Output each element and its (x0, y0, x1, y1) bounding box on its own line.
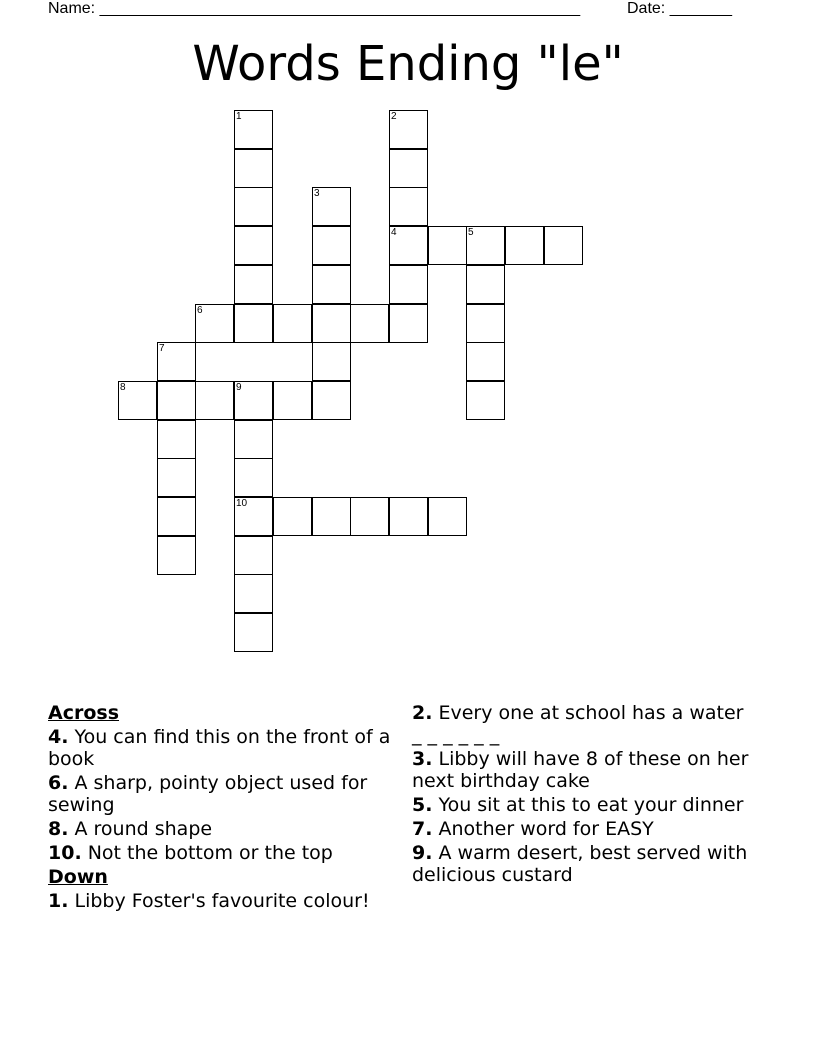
clue-text: You sit at this to eat your dinner (432, 794, 744, 816)
clue-text: A sharp, pointy object used for sewing (48, 772, 368, 816)
clue-number: 7 (159, 343, 165, 354)
clue-number: 8 (120, 382, 126, 393)
clue-number: 2. (412, 702, 433, 724)
clue-number: 10 (236, 498, 248, 509)
clue-number: 10. (48, 842, 82, 864)
grid-cell[interactable] (234, 420, 273, 459)
clue-number: 9 (236, 382, 242, 393)
grid-cell[interactable] (234, 536, 273, 575)
clues-left-column (48, 702, 393, 914)
clue-text: Another word for EASY (432, 818, 654, 840)
grid-cell[interactable] (389, 187, 428, 226)
grid-cell[interactable] (389, 304, 428, 343)
clue-item (412, 748, 757, 792)
grid-cell[interactable] (234, 110, 273, 149)
grid-cell[interactable] (234, 497, 273, 536)
grid-cell[interactable] (389, 149, 428, 188)
clue-number: 9. (412, 842, 433, 864)
clue-item (48, 818, 393, 840)
clue-number: 1 (236, 111, 242, 122)
clue-number: 6 (197, 305, 203, 316)
grid-cell[interactable] (312, 342, 351, 381)
clue-item (412, 702, 757, 746)
grid-cell[interactable] (505, 226, 544, 265)
clue-item (412, 818, 757, 840)
grid-cell[interactable] (466, 226, 505, 265)
grid-cell[interactable] (428, 497, 467, 536)
clue-text: Libby will have 8 of these on her next birthday cake (412, 748, 749, 792)
grid-cell[interactable] (195, 381, 234, 420)
grid-cell[interactable] (466, 381, 505, 420)
clue-item (412, 794, 757, 816)
clue-item (48, 842, 393, 864)
clue-number: 1. (48, 890, 69, 912)
grid-cell[interactable] (273, 381, 312, 420)
grid-cell[interactable] (466, 265, 505, 304)
grid-cell[interactable] (234, 304, 273, 343)
grid-cell[interactable] (234, 265, 273, 304)
grid-cell[interactable] (312, 265, 351, 304)
grid-cell[interactable] (118, 381, 157, 420)
down-clue-list-continued (412, 702, 757, 886)
clue-number: 8. (48, 818, 69, 840)
grid-cell[interactable] (234, 187, 273, 226)
grid-cell[interactable] (157, 381, 196, 420)
grid-cell[interactable] (312, 304, 351, 343)
grid-cell[interactable] (350, 304, 389, 343)
grid-cell[interactable] (234, 381, 273, 420)
grid-cell[interactable] (234, 613, 273, 652)
grid-cell[interactable] (466, 342, 505, 381)
grid-cell[interactable] (350, 497, 389, 536)
grid-cell[interactable] (312, 381, 351, 420)
grid-cell[interactable] (195, 304, 234, 343)
grid-cell[interactable] (157, 497, 196, 536)
grid-cell[interactable] (234, 226, 273, 265)
clue-number: 5 (468, 227, 474, 238)
clue-item (412, 842, 757, 886)
down-heading: Down (48, 866, 108, 888)
grid-cell[interactable] (428, 226, 467, 265)
clue-item (48, 890, 393, 912)
clue-number: 2 (391, 111, 397, 122)
clue-text: Not the bottom or the top (81, 842, 333, 864)
clue-item (48, 726, 393, 770)
grid-cell[interactable] (312, 187, 351, 226)
grid-cell[interactable] (157, 342, 196, 381)
clues-right-column (412, 702, 757, 888)
grid-cell[interactable] (544, 226, 583, 265)
clue-text: Libby Foster's favourite colour! (68, 890, 370, 912)
across-heading: Across (48, 702, 120, 724)
grid-cell[interactable] (389, 110, 428, 149)
page-title: Words Ending "le" (192, 36, 624, 92)
clue-number: 3 (314, 188, 320, 199)
grid-cell[interactable] (312, 226, 351, 265)
clue-number: 7. (412, 818, 433, 840)
clue-number: 4. (48, 726, 69, 748)
grid-cell[interactable] (157, 458, 196, 497)
across-clue-list (48, 726, 393, 864)
grid-cell[interactable] (157, 420, 196, 459)
grid-cell[interactable] (234, 574, 273, 613)
down-clue-list (48, 890, 393, 912)
clue-number: 6. (48, 772, 69, 794)
clue-item (48, 772, 393, 816)
date-field[interactable]: Date: _______ (627, 0, 732, 17)
clue-number: 5. (412, 794, 433, 816)
clue-text: A warm desert, best served with delicious custard (412, 842, 748, 886)
grid-cell[interactable] (234, 149, 273, 188)
grid-cell[interactable] (157, 536, 196, 575)
grid-cell[interactable] (389, 226, 428, 265)
clue-text: A round shape (68, 818, 213, 840)
grid-cell[interactable] (312, 497, 351, 536)
clue-number: 4 (391, 227, 397, 238)
grid-cell[interactable] (389, 497, 428, 536)
grid-cell[interactable] (273, 304, 312, 343)
clue-number: 3. (412, 748, 433, 770)
clue-text: Every one at school has a water _ _ _ _ _ _ (412, 702, 744, 746)
name-field[interactable]: Name: ______________________________________________________ (48, 0, 581, 17)
grid-cell[interactable] (273, 497, 312, 536)
clue-text: You can find this on the front of a book (48, 726, 391, 770)
grid-cell[interactable] (466, 304, 505, 343)
grid-cell[interactable] (389, 265, 428, 304)
grid-cell[interactable] (234, 458, 273, 497)
